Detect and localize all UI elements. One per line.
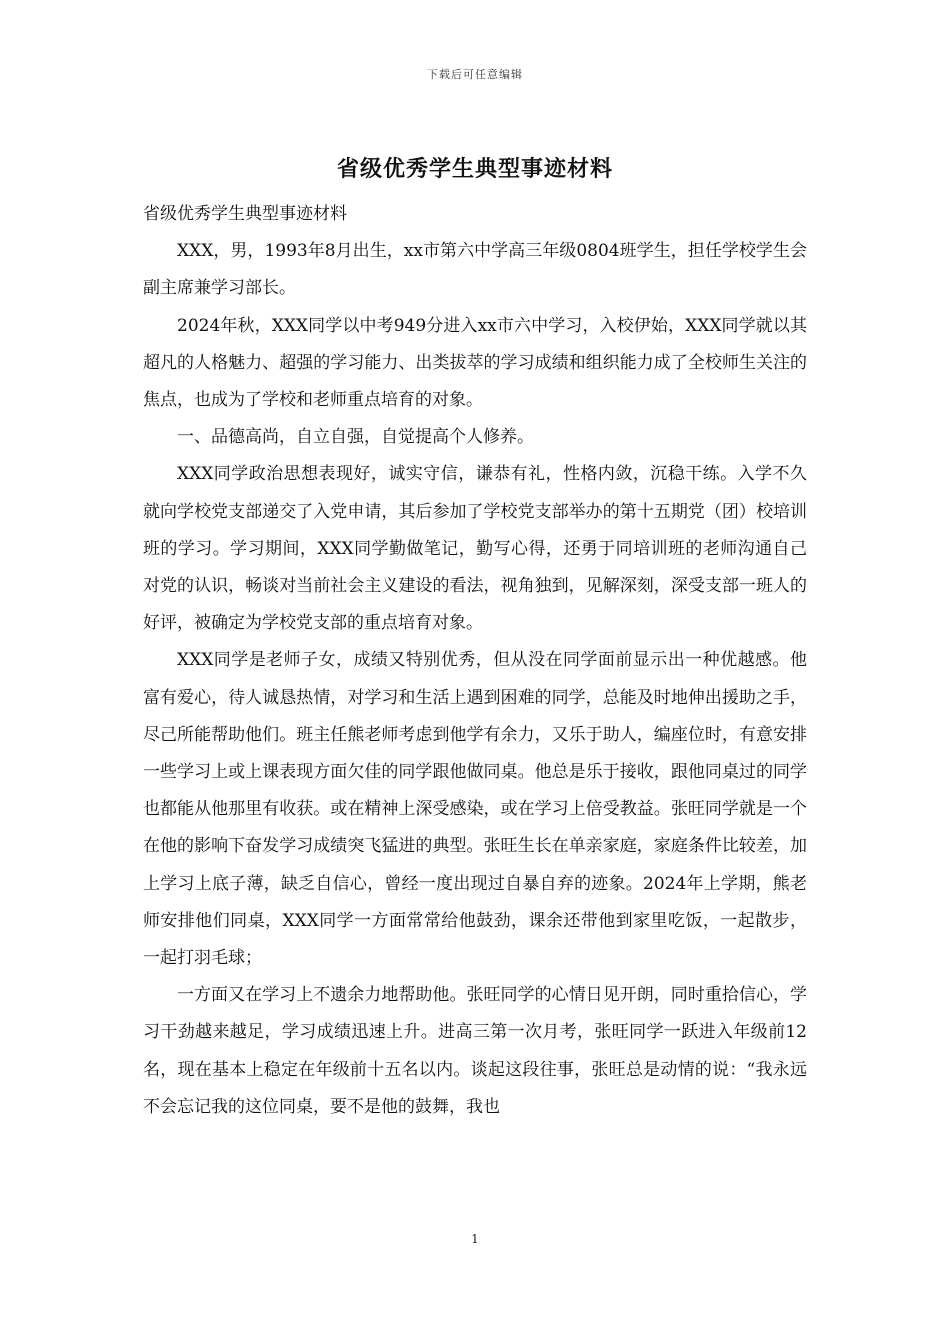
body-paragraph: XXX同学是老师子女，成绩又特别优秀，但从没在同学面前显示出一种优越感。他富有爱心，待人诚恳热情，对学习和生活上遇到困难的同学，总能及时地伸出援助之手，尽己所能帮助他们。班主任熊老师考虑到他学有余力，又乐于助人，编座位时，有意安排一些学习上或上课表现方面欠佳的同学跟他做同桌。他总是乐于接收，跟他同桌过的同学也都能从他那里有收获。或在精神上深受感染，或在学习上倍受教益。张旺同学就是一个在他的影响下奋发学习成绩突飞猛进的典型。张旺生长在单亲家庭，家庭条件比较差，加上学习上底子薄，缺乏自信心，曾经一度出现过自暴自弃的迹象。2024年上学期，熊老师安排他们同桌，XXX同学一方面常常给他鼓劲，课余还带他到家里吃饭，一起散步，一起打羽毛球；	[143, 650, 807, 969]
subtitle-paragraph: 省级优秀学生典型事迹材料	[143, 204, 347, 224]
page-number: 1	[471, 1232, 479, 1246]
body-paragraph: XXX，男，1993年8月出生，xx市第六中学高三年级0804班学生，担任学校学生会副主席兼学习部长。	[143, 241, 807, 299]
header-note: 下载后可任意编辑	[427, 68, 523, 81]
body-paragraph: 一方面又在学习上不遗余力地帮助他。张旺同学的心情日见开朗，同时重拾信心，学习干劲越来越足，学习成绩迅速上升。进高三第一次月考，张旺同学一跃进入年级前12名，现在基本上稳定在年级前十五名以内。谈起这段往事，张旺总是动情的说：“我永远不会忘记我的这位同桌，要不是他的鼓舞，我也	[143, 985, 807, 1117]
section-heading: 一、品德高尚，自立自强，自觉提高个人修养。	[177, 427, 534, 448]
body-paragraph: XXX同学政治思想表现好，诚实守信，谦恭有礼，性格内敛，沉稳干练。入学不久就向学校党支部递交了入党申请，其后参加了学校党支部举办的第十五期党（团）校培训班的学习。学习期间，XXX同学勤做笔记，勤写心得，还勇于同培训班的老师沟通自己对党的认识，畅谈对当前社会主义建设的看法，视角独到，见解深刻，深受支部一班人的好评，被确定为学校党支部的重点培育对象。	[143, 464, 807, 634]
body-paragraph: 2024年秋，XXX同学以中考949分进入xx市六中学习，入校伊始，XXX同学就以其超凡的人格魅力、超强的学习能力、出类拔萃的学习成绩和组织能力成了全校师生关注的焦点，也成为了学校和老师重点培育的对象。	[143, 315, 807, 411]
document-title: 省级优秀学生典型事迹材料	[336, 156, 613, 182]
document-body	[143, 196, 807, 1126]
